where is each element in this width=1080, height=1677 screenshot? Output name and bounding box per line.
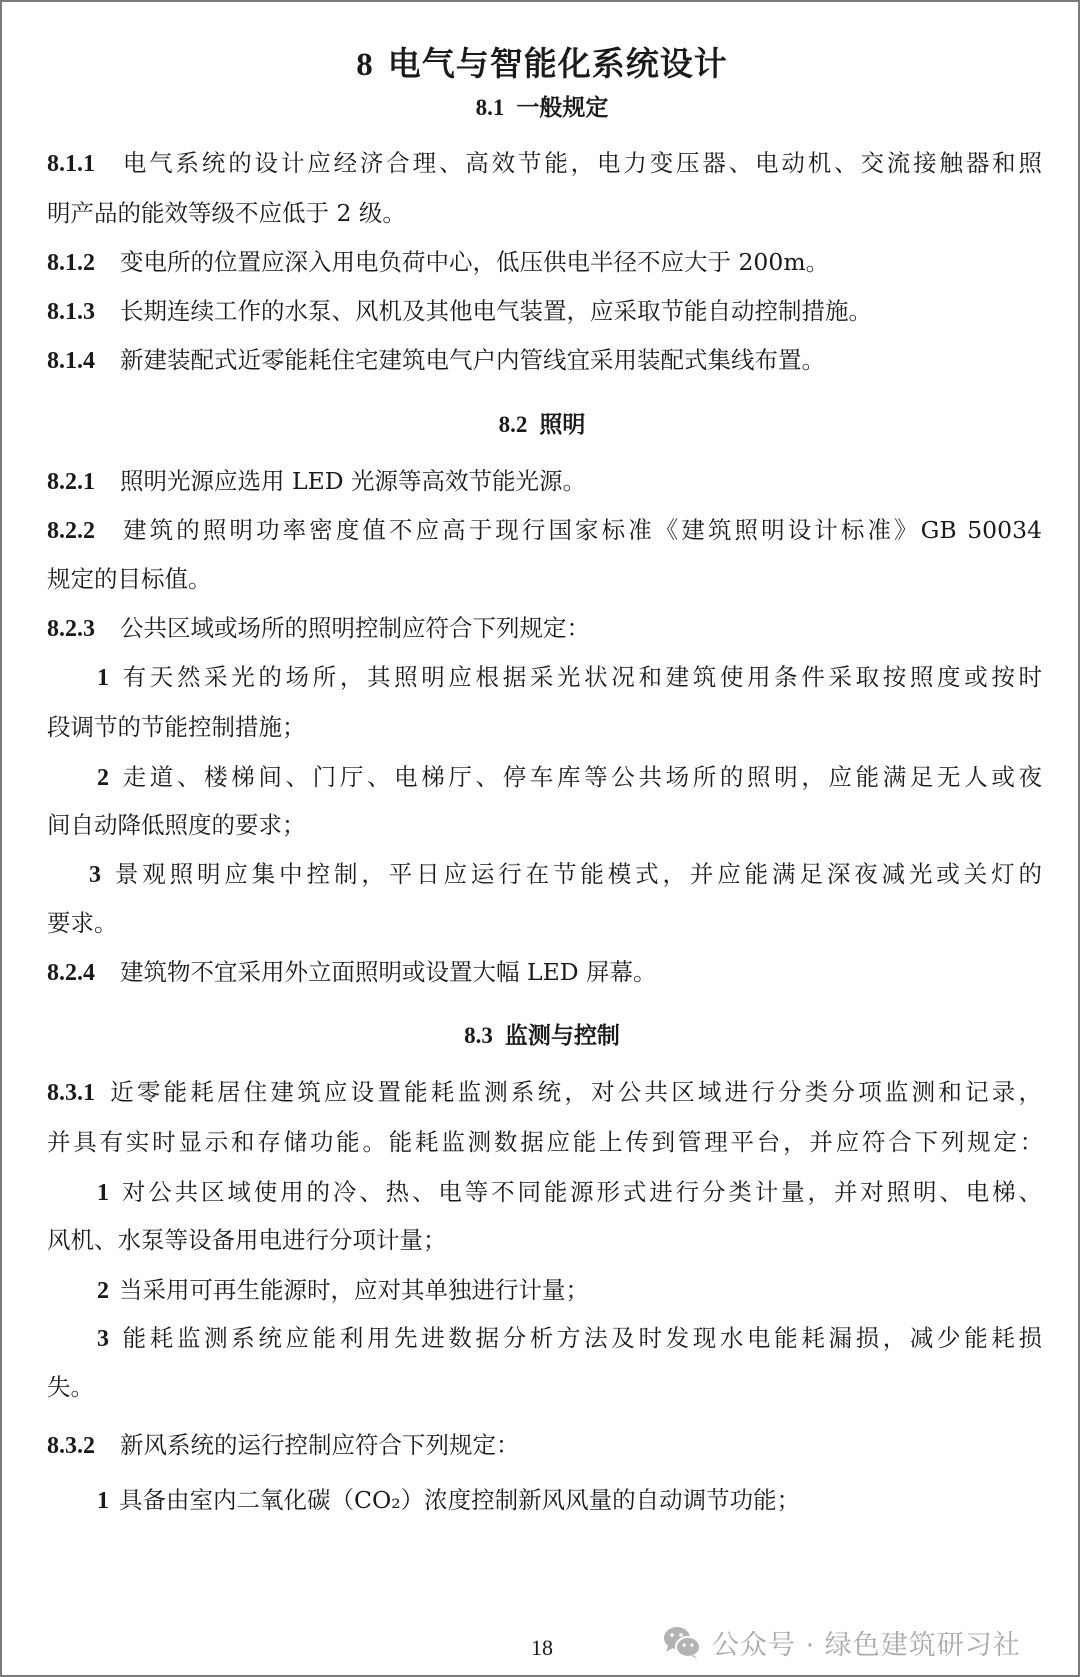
section-heading-8-1 bbox=[2, 88, 1080, 128]
clause-8-2-2-line-1 bbox=[47, 510, 1042, 550]
clause-number: 8.1.3 bbox=[47, 299, 95, 325]
clause-8-1-3 bbox=[47, 291, 1042, 331]
clause-text: 建筑物不宜采用外立面照明或设置大幅 LED 屏幕。 bbox=[120, 958, 657, 986]
clause-text: 新建装配式近零能耗住宅建筑电气户内管线宜采用装配式集线布置。 bbox=[120, 346, 825, 374]
clause-8-3-2 bbox=[47, 1425, 1042, 1465]
item-text: 景观照明应集中控制，平日应运行在节能模式，并应能满足深夜减光或关灯的 bbox=[111, 860, 1042, 888]
item-number: 2 bbox=[97, 765, 109, 791]
clause-8-2-3 bbox=[47, 608, 1042, 648]
clause-number: 8.1.2 bbox=[47, 250, 95, 276]
item-number: 1 bbox=[97, 1488, 109, 1514]
clause-8-2-3-item-3-line-1 bbox=[47, 854, 1042, 894]
clause-8-3-1-line-2: 并具有实时显示和存储功能。能耗监测数据应能上传到管理平台，并应符合下列规定： bbox=[47, 1128, 1042, 1156]
section-heading-8-3 bbox=[2, 1016, 1080, 1056]
clause-8-3-1-item-1-line-2: 风机、水泵等设备用电进行分项计量； bbox=[47, 1226, 447, 1254]
item-text: 有天然采光的场所，其照明应根据采光状况和建筑使用条件采取按照度或按时 bbox=[119, 663, 1042, 691]
item-text: 能耗监测系统应能利用先进数据分析方法及时发现水电能耗漏损，减少能耗损 bbox=[119, 1324, 1042, 1352]
clause-number: 8.2.1 bbox=[47, 469, 95, 495]
clause-number: 8.2.4 bbox=[47, 960, 95, 986]
clause-8-2-3-item-1-line-2: 段调节的节能控制措施； bbox=[47, 713, 306, 741]
clause-8-3-1-item-1-line-1 bbox=[47, 1172, 1042, 1212]
item-number: 2 bbox=[97, 1278, 109, 1304]
item-number: 1 bbox=[97, 1180, 109, 1206]
item-text: 具备由室内二氧化碳（CO₂）浓度控制新风风量的自动调节功能； bbox=[119, 1486, 801, 1514]
clause-number: 8.1.4 bbox=[47, 348, 95, 374]
clause-text: 长期连续工作的水泵、风机及其他电气装置，应采取节能自动控制措施。 bbox=[120, 297, 872, 325]
item-text: 走道、楼梯间、门厅、电梯厅、停车库等公共场所的照明，应能满足无人或夜 bbox=[119, 763, 1042, 791]
section-number: 8.3 bbox=[464, 1023, 493, 1048]
clause-8-3-1-item-3-line-2: 失。 bbox=[47, 1373, 94, 1401]
item-number: 1 bbox=[97, 665, 109, 691]
clause-text: 新风系统的运行控制应符合下列规定： bbox=[120, 1431, 520, 1459]
chapter-number: 8 bbox=[356, 47, 374, 83]
clause-8-2-3-item-2-line-2: 间自动降低照度的要求； bbox=[47, 811, 306, 839]
clause-8-3-1-line-1 bbox=[47, 1072, 1042, 1112]
watermark-text: 公众号 · 绿色建筑研习社 bbox=[712, 1629, 1021, 1661]
section-heading-8-2 bbox=[2, 405, 1080, 445]
clause-8-2-2-line-2: 规定的目标值。 bbox=[47, 565, 212, 593]
clause-number: 8.3.1 bbox=[47, 1080, 95, 1106]
wechat-icon bbox=[662, 1624, 702, 1660]
clause-text: 电气系统的设计应经济合理、高效节能，电力变压器、电动机、交流接触器和照 bbox=[120, 149, 1042, 177]
item-number: 3 bbox=[97, 1326, 109, 1352]
clause-text: 公共区域或场所的照明控制应符合下列规定： bbox=[120, 614, 590, 642]
clause-8-2-4 bbox=[47, 952, 1042, 992]
clause-8-1-4 bbox=[47, 340, 1042, 380]
clause-8-2-3-item-3-line-2: 要求。 bbox=[47, 909, 118, 937]
section-number: 8.2 bbox=[498, 412, 528, 437]
clause-text: 变电所的位置应深入用电负荷中心，低压供电半径不应大于 200m。 bbox=[120, 248, 830, 276]
item-number: 3 bbox=[89, 862, 101, 888]
chapter-title bbox=[2, 40, 1080, 89]
clause-8-3-1-item-2 bbox=[47, 1270, 1042, 1310]
section-number: 8.1 bbox=[475, 95, 505, 120]
clause-8-3-1-item-3-line-1 bbox=[47, 1318, 1042, 1358]
page-number: 18 bbox=[531, 1635, 553, 1660]
chapter-title-text: 电气与智能化系统设计 bbox=[387, 44, 728, 83]
clause-8-2-3-item-2-line-1 bbox=[47, 757, 1042, 797]
clause-8-2-3-item-1-line-1 bbox=[47, 657, 1042, 697]
clause-8-3-2-item-1 bbox=[47, 1480, 1042, 1520]
clause-text: 建筑的照明功率密度值不应高于现行国家标准《建筑照明设计标准》GB 50034 bbox=[120, 516, 1042, 544]
item-text: 当采用可再生能源时，应对其单独进行计量； bbox=[119, 1276, 589, 1304]
clause-text: 近零能耗居住建筑应设置能耗监测系统，对公共区域进行分类分项监测和记录， bbox=[107, 1078, 1042, 1106]
watermark bbox=[662, 1620, 1021, 1664]
clause-8-1-1-line-2: 明产品的能效等级不应低于 2 级。 bbox=[47, 199, 406, 227]
clause-number: 8.1.1 bbox=[47, 151, 95, 177]
clause-8-1-2 bbox=[47, 242, 1042, 282]
clause-number: 8.2.3 bbox=[47, 616, 95, 642]
item-text: 对公共区域使用的冷、热、电等不同能源形式进行分类计量，并对照明、电梯、 bbox=[119, 1178, 1042, 1206]
clause-number: 8.3.2 bbox=[47, 1433, 95, 1459]
section-title: 一般规定 bbox=[516, 94, 609, 121]
clause-number: 8.2.2 bbox=[47, 518, 95, 544]
clause-text: 照明光源应选用 LED 光源等高效节能光源。 bbox=[120, 467, 587, 495]
clause-8-2-1 bbox=[47, 461, 1042, 501]
section-title: 监测与控制 bbox=[504, 1022, 620, 1049]
clause-8-1-1-line-1 bbox=[47, 143, 1042, 183]
section-title: 照明 bbox=[539, 411, 586, 438]
